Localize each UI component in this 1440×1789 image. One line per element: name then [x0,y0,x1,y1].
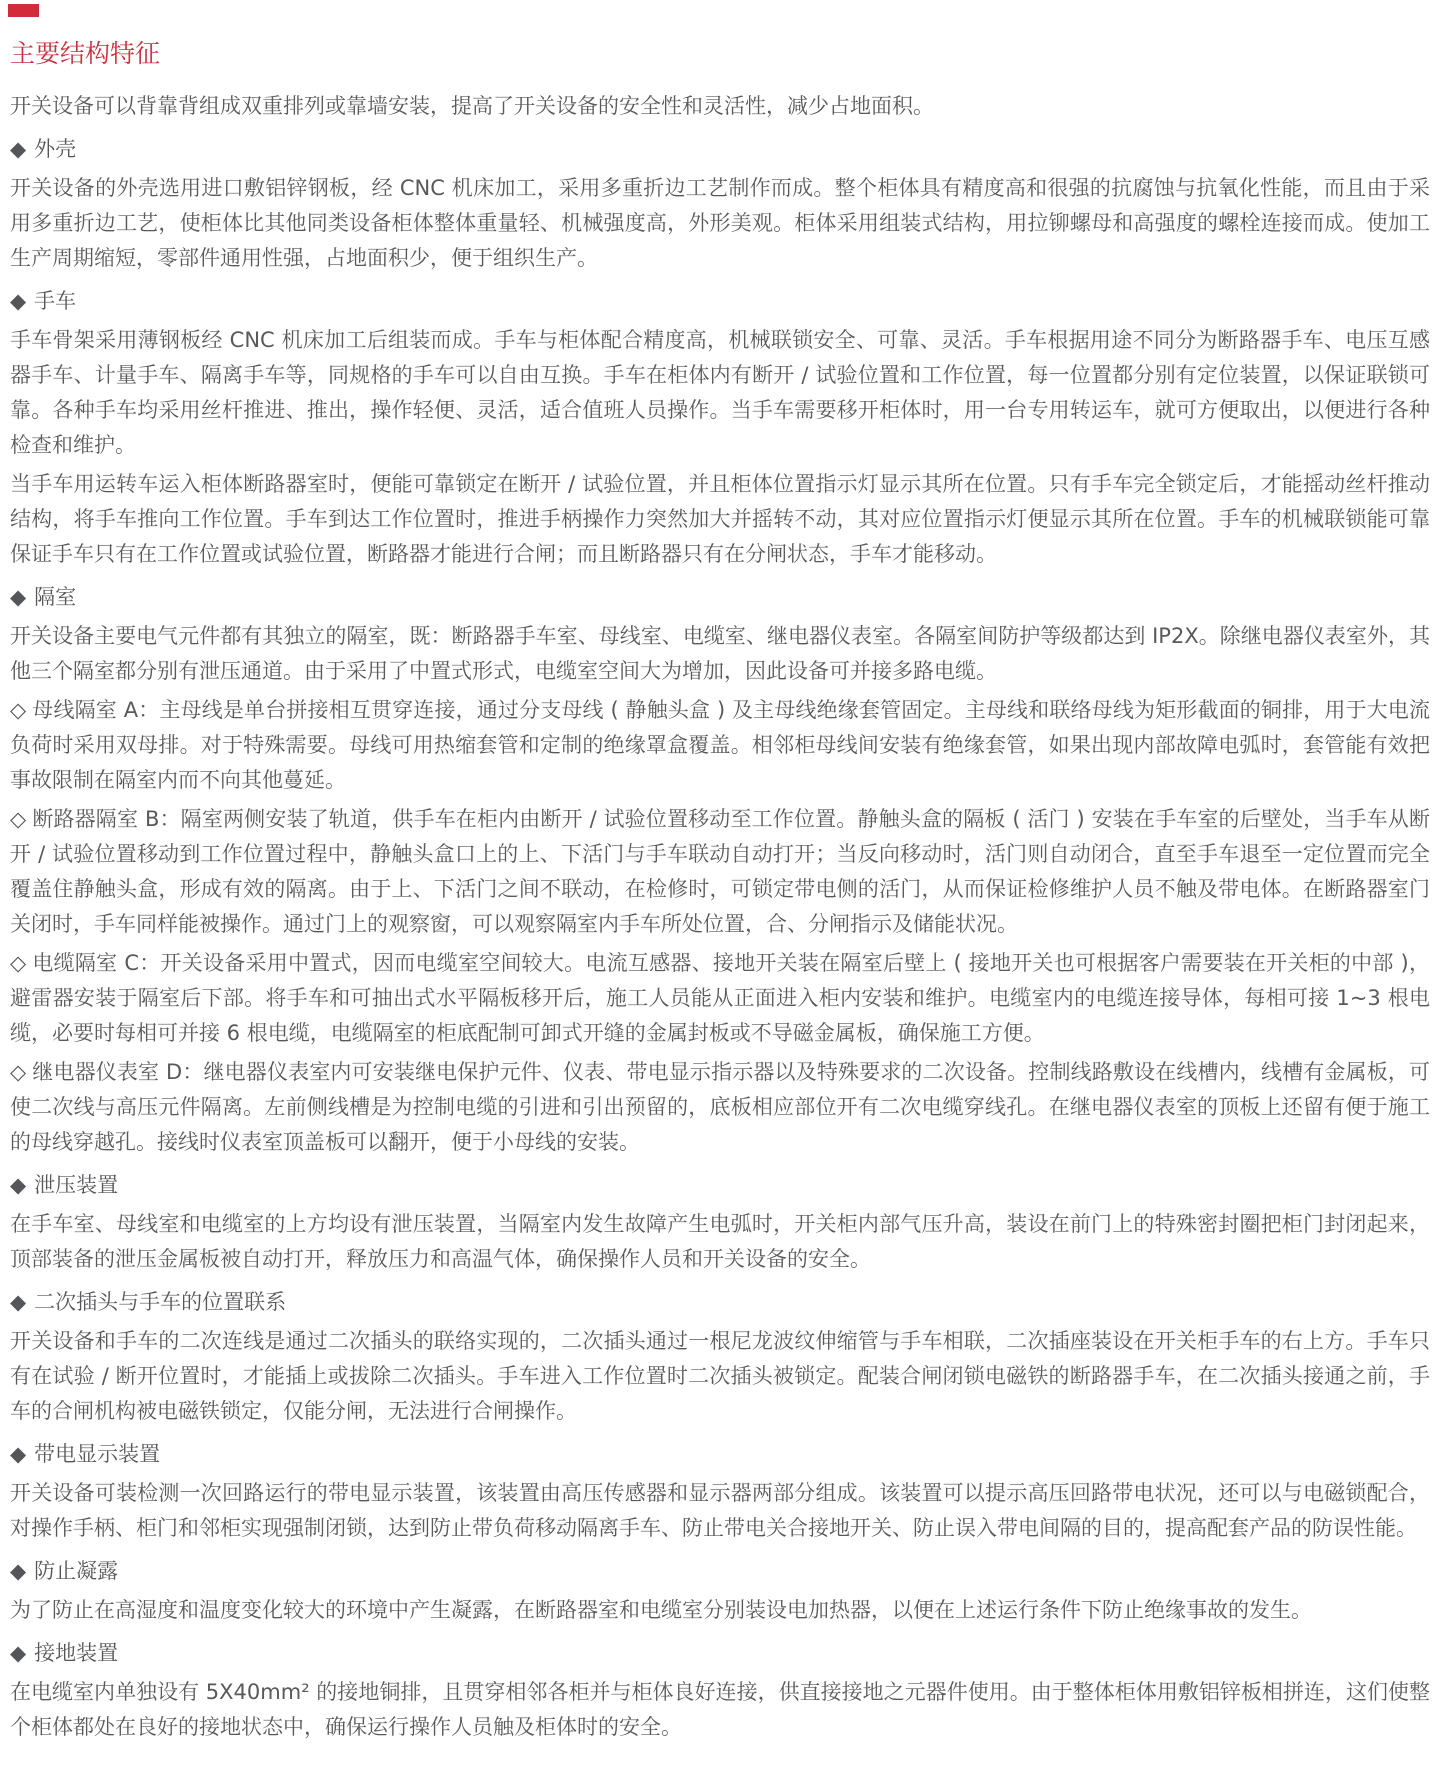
solid-diamond-bullet-icon: ◆ [10,136,27,161]
solid-diamond-bullet-icon: ◆ [10,1289,27,1314]
solid-diamond-bullet-icon: ◆ [10,1441,27,1466]
section-heading-pressure-relief [10,1168,1430,1203]
section-heading-label: 带电显示装置 [34,1441,161,1466]
hollow-diamond-bullet-icon: ◇ [10,806,27,831]
section-heading-label: 隔室 [34,584,77,609]
hollow-diamond-bullet-icon: ◇ [10,1059,27,1084]
solid-diamond-bullet-icon: ◆ [10,584,27,609]
compartment-item-text: 继电器仪表室 D：继电器仪表室内可安装继电保护元件、仪表、带电显示指示器以及特殊要求的二次设备。控制线路敷设在线槽内，线槽有金属板，可使二次线与高压元件隔离。左前侧线槽是为控制电缆的引进和引出预留的，底板相应部位开有二次电缆穿线孔。在继电器仪表室的顶板上还留有便于施工的母线穿越孔。接线时仪表室顶盖板可以翻开，便于小母线的安装。 [10,1059,1430,1154]
section-heading-label: 手车 [34,288,77,313]
section-heading-label: 外壳 [34,136,77,161]
condensation-paragraph: 为了防止在高湿度和温度变化较大的环境中产生凝露，在断路器室和电缆室分别装设电加热器，以便在上述运行条件下防止绝缘事故的发生。 [10,1597,1312,1622]
live-display-paragraph: 开关设备可装检测一次回路运行的带电显示装置，该装置由高压传感器和显示器两部分组成。该装置可以提示高压回路带电状况，还可以与电磁锁配合，对操作手柄、柜门和邻柜实现强制闭锁，达到防止带负荷移动隔离手车、防止带电关合接地开关、防止误入带电间隔的目的，提高配套产品的防误性能。 [10,1480,1430,1540]
compartment-item-c [10,946,1430,1051]
section-heading-label: 防止凝露 [34,1558,119,1583]
section-heading-enclosure [10,132,1430,167]
compartments-paragraph: 开关设备主要电气元件都有其独立的隔室，既：断路器手车室、母线室、电缆室、继电器仪表室。各隔室间防护等级都达到 IP2X。除继电器仪表室外，其他三个隔室都分别有泄压通道。由于采用了中置式形式，电缆室空间大为增加，因此设备可并接多路电缆。 [10,623,1430,683]
solid-diamond-bullet-icon: ◆ [10,1640,27,1665]
section-heading-label: 泄压装置 [34,1172,119,1197]
section-heading-secondary-plug [10,1285,1430,1320]
secondary-plug-paragraph: 开关设备和手车的二次连线是通过二次插头的联络实现的，二次插头通过一根尼龙波纹伸缩管与手车相联，二次插座装设在开关柜手车的右上方。手车只有在试验 / 断开位置时，才能插上或拔除二次插头。手车进入工作位置时二次插头被锁定。配装合闸闭锁电磁铁的断路器手车，在二次插头接通之前，手车的合闸机构被电磁铁锁定，仅能分闸，无法进行合闸操作。 [10,1328,1430,1423]
solid-diamond-bullet-icon: ◆ [10,1558,27,1583]
intro-paragraph: 开关设备可以背靠背组成双重排列或靠墙安装，提高了开关设备的安全性和灵活性，减少占地面积。 [10,93,934,118]
section-heading-compartments [10,580,1430,615]
red-corner-mark [8,4,39,17]
hollow-diamond-bullet-icon: ◇ [10,950,27,975]
section-heading-condensation [10,1554,1430,1589]
handcart-paragraph-2: 当手车用运转车运入柜体断路器室时，便能可靠锁定在断开 / 试验位置，并且柜体位置指示灯显示其所在位置。只有手车完全锁定后，才能摇动丝杆推动结构，将手车推向工作位置。手车到达工作位置时，推进手柄操作力突然加大并摇转不动，其对应位置指示灯便显示其所在位置。手车的机械联锁能可靠保证手车只有在工作位置或试验位置，断路器才能进行合闸；而且断路器只有在分闸状态，手车才能移动。 [10,471,1430,566]
earthing-paragraph: 在电缆室内单独设有 5X40mm² 的接地铜排，且贯穿相邻各柜并与柜体良好连接，供直接接地之元器件使用。由于整体柜体用敷铝锌板相拼连，这们使整个柜体都处在良好的接地状态中，确保运行操作人员触及柜体时的安全。 [10,1679,1430,1739]
compartment-item-text: 电缆隔室 C：开关设备采用中置式，因而电缆室空间较大。电流互感器、接地开关装在隔室后壁上 ( 接地开关也可根据客户需要装在开关柜的中部 )，避雷器安装于隔室后下部。将手车和可抽出式水平隔板移开后，施工人员能从正面进入柜内安装和维护。电缆室内的电缆连接导体，每相可接 1~3 根电缆，必要时每相可并接 6 根电缆，电缆隔室的柜底配制可卸式开缝的金属封板或不导磁金属板，确保施工方便。 [10,950,1430,1045]
compartment-item-text: 母线隔室 A：主母线是单台拼接相互贯穿连接，通过分支母线 ( 静触头盒 ) 及主母线绝缘套管固定。主母线和联络母线为矩形截面的铜排，用于大电流负荷时采用双母排。对于特殊需要。母线可用热缩套管和定制的绝缘罩盒覆盖。相邻柜母线间安装有绝缘套管，如果出现内部故障电弧时，套管能有效把事故限制在隔室内而不向其他蔓延。 [10,697,1430,792]
enclosure-paragraph: 开关设备的外壳选用进口敷铝锌钢板，经 CNC 机床加工，采用多重折边工艺制作而成。整个柜体具有精度高和很强的抗腐蚀与抗氧化性能，而且由于采用多重折边工艺，使柜体比其他同类设备柜体整体重量轻、机械强度高，外形美观。柜体采用组装式结构，用拉铆螺母和高强度的螺栓连接而成。使加工生产周期缩短，零部件通用性强，占地面积少，便于组织生产。 [10,175,1430,270]
compartment-item-b [10,802,1430,942]
section-heading-handcart [10,284,1430,319]
hollow-diamond-bullet-icon: ◇ [10,697,27,722]
handcart-paragraph-1: 手车骨架采用薄钢板经 CNC 机床加工后组装而成。手车与柜体配合精度高，机械联锁安全、可靠、灵活。手车根据用途不同分为断路器手车、电压互感器手车、计量手车、隔离手车等，同规格的手车可以自由互换。手车在柜体内有断开 / 试验位置和工作位置，每一位置都分别有定位装置，以保证联锁可靠。各种手车均采用丝杆推进、推出，操作轻便、灵活，适合值班人员操作。当手车需要移开柜体时，用一台专用转运车，就可方便取出，以便进行各种检查和维护。 [10,327,1430,457]
section-heading-label: 接地装置 [34,1640,119,1665]
section-heading-label: 二次插头与手车的位置联系 [34,1289,287,1314]
pressure-relief-paragraph: 在手车室、母线室和电缆室的上方均设有泄压装置，当隔室内发生故障产生电弧时，开关柜内部气压升高，装设在前门上的特殊密封圈把柜门封闭起来，顶部装备的泄压金属板被自动打开，释放压力和高温气体，确保操作人员和开关设备的安全。 [10,1211,1430,1271]
solid-diamond-bullet-icon: ◆ [10,1172,27,1197]
solid-diamond-bullet-icon: ◆ [10,288,27,313]
section-heading-live-display [10,1437,1430,1472]
compartment-item-d [10,1055,1430,1160]
compartment-item-a [10,693,1430,798]
compartment-item-text: 断路器隔室 B：隔室两侧安装了轨道，供手车在柜内由断开 / 试验位置移动至工作位置。静触头盒的隔板 ( 活门 ) 安装在手车室的后壁处，当手车从断开 / 试验位置移动到工作位置过程中，静触头盒口上的上、下活门与手车联动自动打开；当反向移动时，活门则自动闭合，直至手车退至一定位置而完全覆盖住静触头盒，形成有效的隔离。由于上、下活门之间不联动，在检修时，可锁定带电侧的活门，从而保证检修维护人员不触及带电体。在断路器室门关闭时，手车同样能被操作。通过门上的观察窗，可以观察隔室内手车所处位置，合、分闸指示及储能状况。 [10,806,1430,936]
page-title: 主要结构特征 [10,39,161,68]
section-heading-earthing [10,1636,1430,1671]
